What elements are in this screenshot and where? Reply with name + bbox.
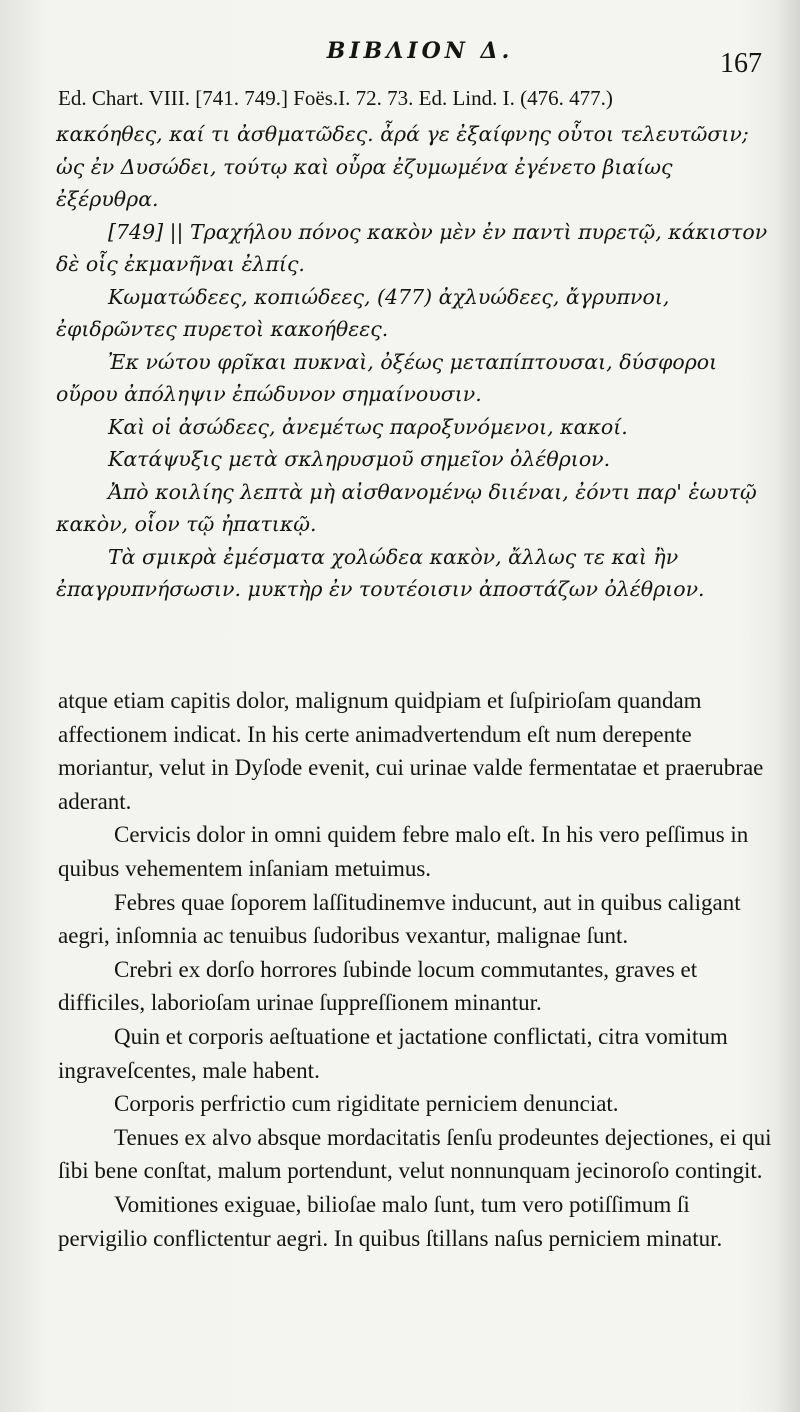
greek-paragraph: Καὶ οἱ ἀσώδεες, ἀνεμέτως παροξυνόμενοι, κακοί. <box>108 414 628 439</box>
page-number: 167 <box>720 48 762 79</box>
greek-paragraph: Τὰ σμικρὰ ἐμέσματα χολώδεα κακὸν, ἄλλως τε καὶ ἢν ἐπαγρυπνήσωσιν. μυκτὴρ ἐν τουτέοισιν ἀποστάζων ὀλέθριον. <box>56 544 705 601</box>
latin-paragraph: Vomitiones exiguae, bilioſae malo ſunt, tum vero potiſſimum ſi pervigilio conflictentur aegri. In quibus ſtillans naſus perniciem minatur. <box>58 1191 723 1251</box>
latin-paragraph: Febres quae ſoporem laſſitudinemve inducunt, aut in quibus caligant aegri, inſomnia ac tenuibus ſudoribus vexantur, malignae ſunt. <box>58 889 741 949</box>
latin-paragraph: Crebri ex dorſo horrores ſubinde locum commutantes, graves et difficiles, laborioſam urinae ſuppreſſionem minantur. <box>58 956 698 1016</box>
greek-paragraph: Ἐκ νώτου φρῖκαι πυκναὶ, ὀξέως μεταπίπτουσαι, δύσφοροι οὔρου ἀπόληψιν ἐπώδυνον σημαίνουσιν. <box>56 349 718 406</box>
latin-text-block <box>58 684 772 1255</box>
greek-paragraph: [749] || Τραχήλου πόνος κακὸν μὲν ἐν παντὶ πυρετῷ, κάκιστον δὲ οἷς ἐκμανῆναι ἐλπίς. <box>56 219 768 276</box>
latin-paragraph: Cervicis dolor in omni quidem febre malo eſt. In his vero peſſimus in quibus vehementem inſaniam metuimus. <box>58 822 749 881</box>
latin-paragraph: Quin et corporis aeſtuatione et jactatione conflictati, citra vomitum ingraveſcentes, male habent. <box>58 1023 728 1083</box>
latin-paragraph: Corporis perfrictio cum rigiditate perniciem denunciat. <box>114 1091 619 1117</box>
greek-paragraph: κακόηθες, καί τι ἀσθματῶδες. ἆρά γε ἐξαίφνης οὗτοι τελευτῶσιν; ὡς ἐν Δυσώδει, τούτῳ καὶ οὖρα ἐζυμωμένα ἐγένετο βιαίως ἐξέρυθρα. <box>56 122 749 211</box>
latin-paragraph: Tenues ex alvo absque mordacitatis ſenſu prodeuntes dejectiones, ei qui ſibi bene conſtat, malum portendunt, velut nonnunquam jecinoroſo contingit. <box>58 1124 772 1184</box>
greek-paragraph: Κατάψυξις μετὰ σκληρυσμοῦ σημεῖον ὀλέθριον. <box>108 447 611 471</box>
greek-paragraph: Κωματώδεες, κοπιώδεες, (477) ἀχλυώδεες, ἄγρυπνοι, ἐφιδρῶντες πυρετοὶ κακοήθεες. <box>56 284 670 341</box>
edition-reference-line: Ed. Chart. VIII. [741. 749.] Foës.I. 72. 73. Ed. Lind. I. (476. 477.) <box>58 86 613 110</box>
greek-paragraph: Ἀπὸ κοιλίης λεπτὰ μὴ αἰσθανομένῳ διιέναι, ἐόντι παρ' ἑωυτῷ κακὸν, οἷον τῷ ἠπατικῷ. <box>56 479 757 536</box>
greek-text-block <box>56 118 768 606</box>
page-edge-shadow <box>774 0 800 1412</box>
latin-paragraph: atque etiam capitis dolor, malignum quidpiam et ſuſpirioſam quandam affectionem indicat. In his certe animadvertendum eſt num derepente moriantur, velut in Dyſode evenit, cui urinae valde fermentatae et praerubrae aderant. <box>58 688 764 814</box>
running-title: ΒΙΒΛΙΟΝ Δ. <box>326 38 514 64</box>
